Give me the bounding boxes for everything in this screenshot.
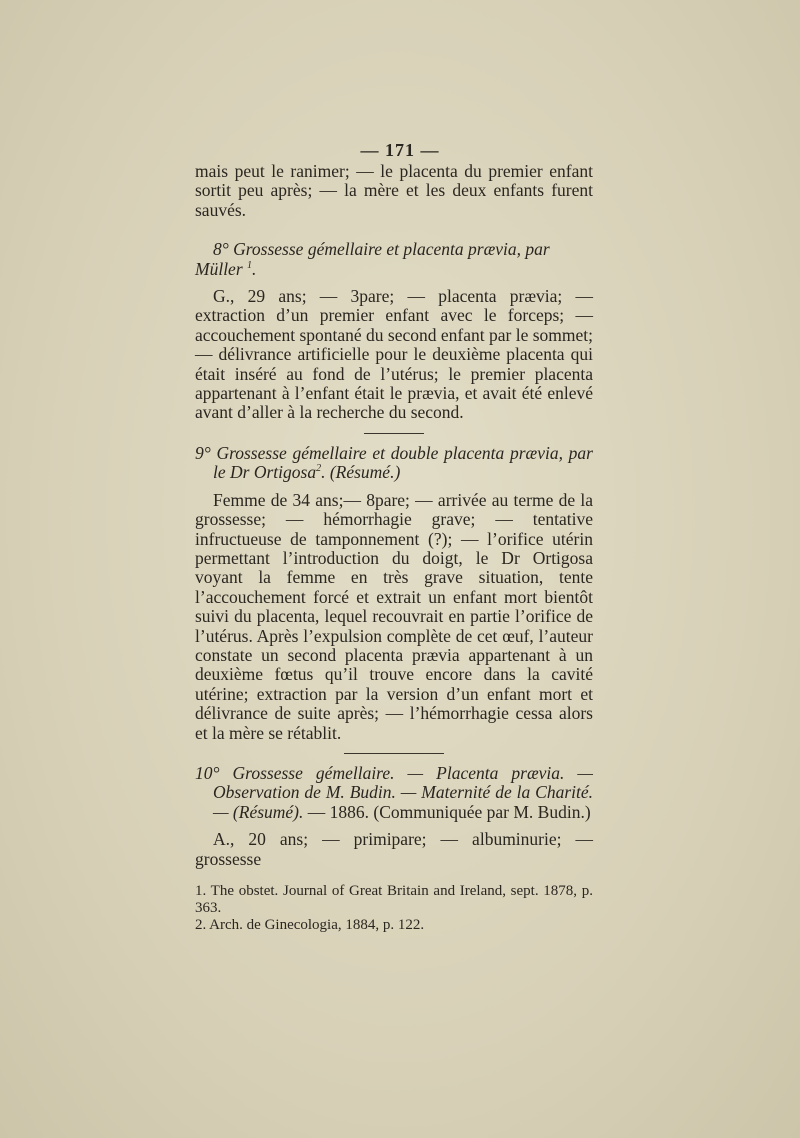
- case-10-title-italic: 10° Grossesse gémellaire. — Placenta prævia. — Observation de M. Budin. — Maternité de la Charité. — (Résumé).: [195, 762, 593, 822]
- footnote-2: 2. Arch. de Ginecologia, 1884, p. 122.: [195, 917, 425, 933]
- case-10-body: A., 20 ans; — primipare; — albuminurie; — grossesse: [195, 829, 593, 869]
- case-9-footnote-ref: 2: [316, 463, 322, 475]
- case-10-title-upright: — 1886. (Communiquée par M. Budin.): [303, 801, 591, 822]
- case-9-body: Femme de 34 ans;— 8pare; — arrivée au terme de la grossesse; — hémorrhagie grave; — tentative infructueuse de tamponnement (?); — l’orifice utérin permettant l’introduction du doigt, le Dr Ortigosa voyant la femme en très grave situation, tente l’accouchement forcé et extrait un enfant mort bientôt suivi du placenta, lequel recouvrait en partie l’orifice de l’utérus. Après l’expulsion complète de cet œuf, l’auteur constate un second placenta prævia appartenant à un deuxième fœtus qu’il trouve encore dans la cavité utérine; extraction par la version d’un enfant mort et délivrance de suite après; — l’hémorrhagie cessa alors et la mère se rétablit.: [195, 489, 593, 743]
- footnotes: [195, 883, 593, 934]
- separator-rule: [364, 433, 424, 434]
- case-8-title: 8° Grossesse gémellaire et placenta prævia, par Müller $^1$.: [195, 239, 550, 279]
- page-number: — 171 —: [360, 140, 440, 160]
- case-8-title-text: 8° Grossesse gémellaire et placenta prævia, par Müller: [195, 239, 550, 279]
- separator-rule-2: [344, 753, 444, 754]
- case-9-title-part3: . (Résumé.): [321, 462, 401, 483]
- case-10-title: [195, 764, 593, 822]
- case-9-title: [195, 444, 593, 483]
- continuation-paragraph: mais peut le ranimer; — le placenta du premier enfant sortit peu après; — la mère et les deux enfants furent sauvés.: [195, 161, 593, 220]
- footnote-1: 1. The obstet. Journal of Great Britain and Ireland, sept. 1878, p. 363.: [195, 883, 593, 916]
- case-9-title-part1: 9° Grossesse gémellaire et double placenta prævia, par le: [195, 442, 593, 483]
- case-9-author: Dr Ortigosa: [230, 462, 317, 483]
- text-block: [195, 162, 593, 934]
- case-8-body: G., 29 ans; — 3pare; — placenta prævia; — extraction d’un premier enfant avec le forceps; — accouchement spontané du second enfant par le sommet; — délivrance artificielle pour le deuxième placenta qui était inséré au fond de l’utérus; le premier placenta appartenant à l’enfant était le prævia, et avait été enlevé avant d’aller à la recherche du second.: [195, 286, 593, 423]
- case-8-footnote-ref: 1: [247, 259, 253, 271]
